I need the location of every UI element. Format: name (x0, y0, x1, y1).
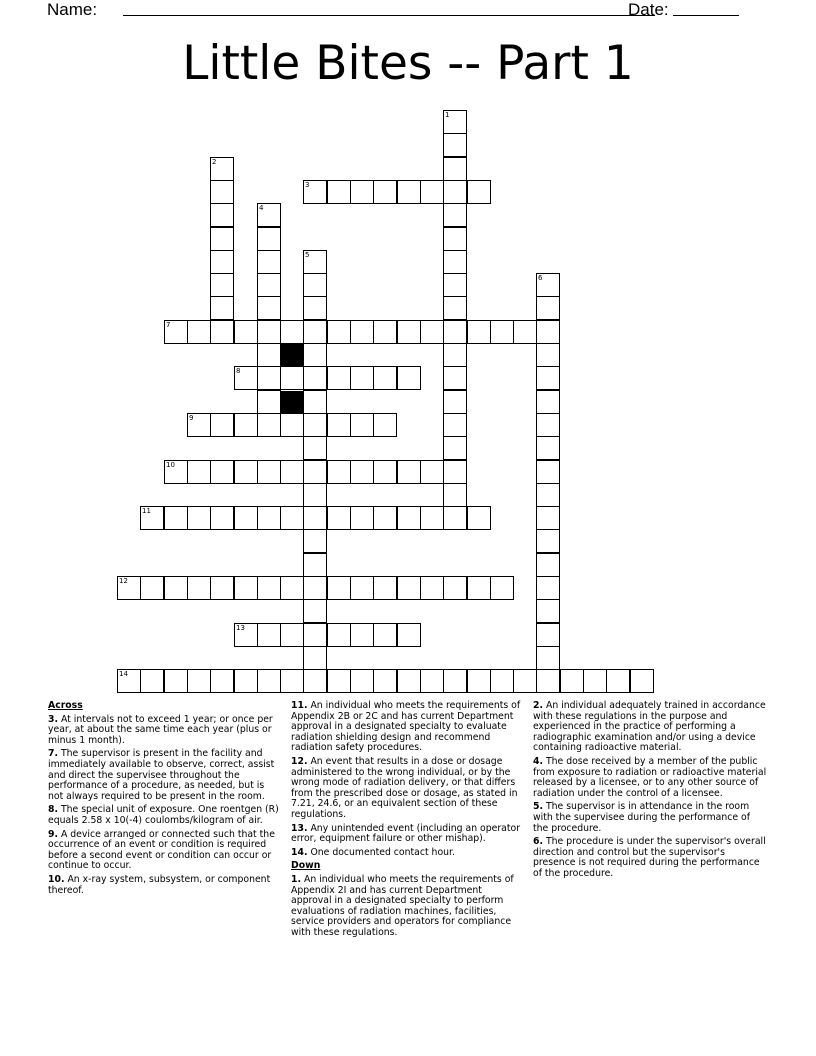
clue-text: A device arranged or connected such that the occurrence of an event or condition is required before a second event or condition can occur or continue to occur. (48, 828, 275, 872)
crossword-cell[interactable] (327, 180, 351, 204)
crossword-cell[interactable] (443, 576, 467, 600)
crossword-cell[interactable] (397, 180, 421, 204)
crossword-cell[interactable] (606, 669, 630, 693)
crossword-cell[interactable] (257, 366, 281, 390)
crossword-cell[interactable] (397, 623, 421, 647)
clue-number-label: 6 (538, 274, 543, 282)
clue-number: 3. (48, 713, 59, 725)
crossword-cell[interactable] (443, 460, 467, 484)
crossword-cell[interactable] (536, 413, 560, 437)
crossword-cell[interactable] (536, 320, 560, 344)
crossword-cell[interactable] (443, 203, 467, 227)
crossword-cell[interactable] (373, 576, 397, 600)
clue-down (533, 757, 767, 799)
crossword-cell[interactable] (373, 366, 397, 390)
crossword-cell[interactable] (234, 669, 258, 693)
crossword-cell[interactable] (397, 460, 421, 484)
crossword-cell[interactable] (373, 413, 397, 437)
crossword-cell[interactable] (397, 669, 421, 693)
crossword-cell[interactable] (350, 576, 374, 600)
clue-text: An x-ray system, subsystem, or component thereof. (48, 873, 271, 896)
crossword-cell[interactable] (234, 576, 258, 600)
clue-number-label: 13 (236, 624, 245, 632)
crossword-cell[interactable] (443, 250, 467, 274)
crossword-cell[interactable] (210, 413, 234, 437)
crossword-cell[interactable] (350, 506, 374, 530)
crossword-cell[interactable] (257, 623, 281, 647)
crossword-cell[interactable] (490, 320, 514, 344)
crossword-cell[interactable] (350, 366, 374, 390)
crossword-cell[interactable] (467, 506, 491, 530)
clue-text: Any unintended event (including an operator error, equipment failure or other mishap). (291, 822, 521, 845)
crossword-cell[interactable] (140, 669, 164, 693)
crossword-cell[interactable] (536, 576, 560, 600)
crossword-cell[interactable] (257, 669, 281, 693)
crossword-cell[interactable] (373, 506, 397, 530)
crossword-cell[interactable] (257, 250, 281, 274)
crossword-cell[interactable] (257, 506, 281, 530)
crossword-cell[interactable] (443, 296, 467, 320)
crossword-cell[interactable] (210, 296, 234, 320)
clue-across (48, 749, 282, 802)
clue-across (291, 848, 523, 859)
crossword-cell[interactable] (303, 506, 327, 530)
crossword-cell[interactable] (210, 506, 234, 530)
crossword-cell[interactable] (257, 273, 281, 297)
crossword-cell[interactable] (443, 413, 467, 437)
clue-number: 7. (48, 748, 59, 760)
crossword-cell[interactable] (303, 436, 327, 460)
crossword-cell[interactable] (513, 669, 537, 693)
clue-number-label: 10 (166, 461, 175, 469)
crossword-cell[interactable] (536, 436, 560, 460)
crossword-cell[interactable] (187, 576, 211, 600)
crossword-cell[interactable] (234, 460, 258, 484)
crossword-cell[interactable] (210, 180, 234, 204)
crossword-cell[interactable] (210, 250, 234, 274)
crossword-cell[interactable] (303, 553, 327, 577)
clue-text: An event that results in a dose or dosage administered to the wrong individual, or by the wrong mode of radiation delivery, or that differs from the prescribed dose or dosage, as stated in 7.21, 24.6, or an equivalent section of these regulations. (291, 755, 518, 820)
clue-down (533, 802, 767, 834)
crossword-cell[interactable] (303, 296, 327, 320)
clue-text: An individual who meets the requirements of Appendix 2B or 2C and has current Department approval in a designated specialty to evaluate radiation shielding design and recommend radiation safety procedures. (291, 700, 521, 754)
crossword-cell[interactable] (257, 227, 281, 251)
clue-number-label: 1 (445, 111, 450, 119)
crossword-cell[interactable] (443, 343, 467, 367)
crossword-cell[interactable] (536, 553, 560, 577)
crossword-cell[interactable] (303, 646, 327, 670)
crossword-cell[interactable] (536, 623, 560, 647)
crossword-cell[interactable] (443, 180, 467, 204)
crossword-cell[interactable] (350, 320, 374, 344)
crossword-cell[interactable] (210, 460, 234, 484)
crossword-cell[interactable] (164, 669, 188, 693)
crossword-cell[interactable] (397, 366, 421, 390)
clue-across (48, 805, 282, 826)
clue-number-label: 11 (142, 507, 151, 515)
clue-column-1 (48, 701, 282, 899)
crossword-cell[interactable] (373, 460, 397, 484)
crossword-cell[interactable] (397, 576, 421, 600)
crossword-cell[interactable] (443, 320, 467, 344)
crossword-cell[interactable] (327, 669, 351, 693)
clue-number-label: 4 (259, 204, 264, 212)
crossword-cell[interactable] (536, 483, 560, 507)
clue-text: An individual who meets the requirements of Appendix 2I and has current Department approval in a designated specialty to perform evaluations of radiation machines, facilities, service providers and operators for compliance with these regulations. (291, 873, 514, 938)
clue-across (48, 830, 282, 872)
crossword-cell[interactable] (420, 460, 444, 484)
crossword-cell[interactable] (164, 506, 188, 530)
crossword-cell[interactable] (327, 413, 351, 437)
crossword-cell[interactable] (257, 343, 281, 367)
clue-number-label: 5 (305, 251, 310, 259)
crossword-cell[interactable] (187, 669, 211, 693)
crossword-cell[interactable] (350, 623, 374, 647)
crossword-cell[interactable] (467, 576, 491, 600)
crossword-cell[interactable] (443, 133, 467, 157)
crossword-cell[interactable] (257, 320, 281, 344)
clue-column-3 (533, 701, 767, 883)
crossword-cell[interactable] (373, 623, 397, 647)
crossword-cell[interactable] (257, 296, 281, 320)
crossword-cell[interactable] (583, 669, 607, 693)
clue-number: 11. (291, 700, 308, 711)
crossword-cell[interactable] (443, 669, 467, 693)
crossword-cell[interactable] (303, 483, 327, 507)
crossword-cell[interactable] (327, 320, 351, 344)
crossword-cell[interactable] (303, 413, 327, 437)
clue-number-label: 2 (212, 158, 217, 166)
crossword-cell[interactable] (257, 460, 281, 484)
crossword-cell[interactable] (373, 669, 397, 693)
crossword-cell[interactable] (234, 506, 258, 530)
crossword-cell[interactable] (303, 669, 327, 693)
crossword-cell[interactable] (350, 460, 374, 484)
clue-across (48, 875, 282, 896)
clue-across (48, 715, 282, 747)
clue-number: 5. (533, 801, 544, 813)
crossword-cell[interactable] (327, 366, 351, 390)
crossword-cell[interactable] (257, 413, 281, 437)
crossword-cell[interactable] (443, 227, 467, 251)
crossword-cell[interactable] (210, 320, 234, 344)
crossword-cell[interactable] (327, 576, 351, 600)
crossword-cell[interactable] (443, 506, 467, 530)
crossword-cell[interactable] (420, 180, 444, 204)
page-title: Little Bites -- Part 1 (182, 36, 634, 91)
crossword-cell[interactable] (536, 390, 560, 414)
name-label: Name: (47, 0, 98, 19)
crossword-cell[interactable] (210, 273, 234, 297)
crossword-cell[interactable] (140, 576, 164, 600)
clue-column-2 (291, 701, 523, 941)
crossword-cell[interactable] (303, 366, 327, 390)
crossword-cell[interactable] (630, 669, 654, 693)
clue-down (291, 875, 523, 939)
crossword-cell[interactable] (490, 576, 514, 600)
crossword-cell[interactable] (397, 506, 421, 530)
clue-across (291, 824, 523, 845)
crossword-cell[interactable] (467, 669, 491, 693)
crossword-cell[interactable] (536, 669, 560, 693)
crossword-cell[interactable] (303, 390, 327, 414)
crossword-cell[interactable] (327, 623, 351, 647)
crossword-cell[interactable] (536, 296, 560, 320)
crossword-cell[interactable] (280, 669, 304, 693)
crossword-cell[interactable] (210, 227, 234, 251)
clue-text: The supervisor is present in the facility and immediately available to observe, correct, assist and direct the supervisee throughout the performance of a procedure, as needed, but is not always required to be present in the room. (48, 748, 275, 802)
clue-text: The special unit of exposure. One roentgen (R) equals 2.58 x 10(-4) coulombs/kilogram of air. (48, 804, 279, 826)
crossword-cell[interactable] (210, 576, 234, 600)
crossword-cell[interactable] (443, 483, 467, 507)
crossword-cell[interactable] (303, 320, 327, 344)
clue-number: 12. (291, 755, 308, 767)
crossword-cell[interactable] (303, 273, 327, 297)
crossword-cell[interactable] (373, 180, 397, 204)
clue-number-label: 12 (119, 577, 128, 585)
crossword-cell[interactable] (420, 576, 444, 600)
crossword-cell[interactable] (280, 506, 304, 530)
crossword-cell[interactable] (536, 366, 560, 390)
crossword-cell[interactable] (187, 506, 211, 530)
crossword-cell[interactable] (443, 157, 467, 181)
crossword-cell[interactable] (443, 436, 467, 460)
clue-down (533, 837, 767, 879)
crossword-cell[interactable] (280, 413, 304, 437)
crossword-cell[interactable] (234, 413, 258, 437)
crossword-cell[interactable] (210, 669, 234, 693)
crossword-cell[interactable] (536, 529, 560, 553)
clue-number: 9. (48, 828, 59, 840)
crossword-cell[interactable] (467, 320, 491, 344)
crossword-cell[interactable] (327, 506, 351, 530)
clue-number: 2. (533, 700, 544, 711)
crossword-cell[interactable] (327, 460, 351, 484)
crossword-cell[interactable] (257, 576, 281, 600)
clue-text: An individual adequately trained in accordance with these regulations in the purpose and experienced in the practice of performing a radiographic examination and/or using a device containing radioactive material. (533, 700, 766, 754)
crossword-cell[interactable] (443, 273, 467, 297)
clue-number: 10. (48, 873, 65, 885)
clue-number-label: 14 (119, 670, 128, 678)
black-square (281, 344, 303, 366)
clue-number: 1. (291, 873, 302, 885)
clue-text: The procedure is under the supervisor's overall direction and control but the supervisor's presence is not required during the performance of the procedure. (533, 836, 766, 879)
crossword-cell[interactable] (164, 576, 188, 600)
clue-text: At intervals not to exceed 1 year; or once per year, at about the same time each year (plus or minus 1 month). (48, 713, 273, 746)
crossword-cell[interactable] (280, 366, 304, 390)
clue-number-label: 8 (236, 367, 241, 375)
crossword-cell[interactable] (187, 320, 211, 344)
clue-across (291, 701, 523, 754)
crossword-cell[interactable] (536, 343, 560, 367)
clue-text: One documented contact hour. (307, 846, 455, 858)
date-label: Date: (628, 0, 669, 19)
crossword-cell[interactable] (303, 343, 327, 367)
crossword-cell[interactable] (303, 529, 327, 553)
crossword-cell[interactable] (373, 320, 397, 344)
clue-across (291, 757, 523, 821)
crossword-cell[interactable] (303, 460, 327, 484)
clue-number: 14. (291, 846, 308, 858)
crossword-cell[interactable] (560, 669, 584, 693)
crossword-cell[interactable] (536, 460, 560, 484)
clue-number: 4. (533, 755, 544, 767)
crossword-cell[interactable] (490, 669, 514, 693)
crossword-cell[interactable] (397, 320, 421, 344)
black-square (281, 391, 303, 413)
crossword-cell[interactable] (280, 320, 304, 344)
crossword-cell[interactable] (467, 180, 491, 204)
crossword-cell[interactable] (280, 460, 304, 484)
across-heading: Across (48, 700, 83, 711)
clue-number-label: 3 (305, 181, 310, 189)
clue-text: The supervisor is in attendance in the room with the supervisee during the performance of the procedure. (533, 801, 751, 834)
crossword-cell[interactable] (536, 599, 560, 623)
clue-text: The dose received by a member of the public from exposure to radiation or radioactive material released by a licensee, or to any other source of radiation under the control of a licensee. (533, 755, 767, 799)
clue-number: 8. (48, 804, 59, 816)
down-heading: Down (291, 860, 321, 872)
crossword-cell[interactable] (420, 669, 444, 693)
crossword-cell[interactable] (280, 623, 304, 647)
crossword-cell[interactable] (536, 646, 560, 670)
crossword-cell[interactable] (303, 599, 327, 623)
clue-number: 6. (533, 836, 544, 848)
crossword-cell[interactable] (536, 506, 560, 530)
clue-down (533, 701, 767, 754)
crossword-cell[interactable] (420, 320, 444, 344)
crossword-cell[interactable] (350, 180, 374, 204)
clue-number: 13. (291, 822, 308, 834)
crossword-cell[interactable] (350, 669, 374, 693)
crossword-cell[interactable] (513, 320, 537, 344)
crossword-cell[interactable] (257, 390, 281, 414)
crossword-cell[interactable] (234, 320, 258, 344)
clue-number-label: 9 (189, 414, 194, 422)
crossword-cell[interactable] (350, 413, 374, 437)
crossword-cell[interactable] (280, 576, 304, 600)
crossword-cell[interactable] (187, 460, 211, 484)
crossword-cell[interactable] (210, 203, 234, 227)
crossword-cell[interactable] (303, 623, 327, 647)
crossword-cell[interactable] (443, 366, 467, 390)
crossword-cell[interactable] (420, 506, 444, 530)
crossword-cell[interactable] (443, 390, 467, 414)
crossword-cell[interactable] (303, 576, 327, 600)
clue-number-label: 7 (166, 321, 171, 329)
